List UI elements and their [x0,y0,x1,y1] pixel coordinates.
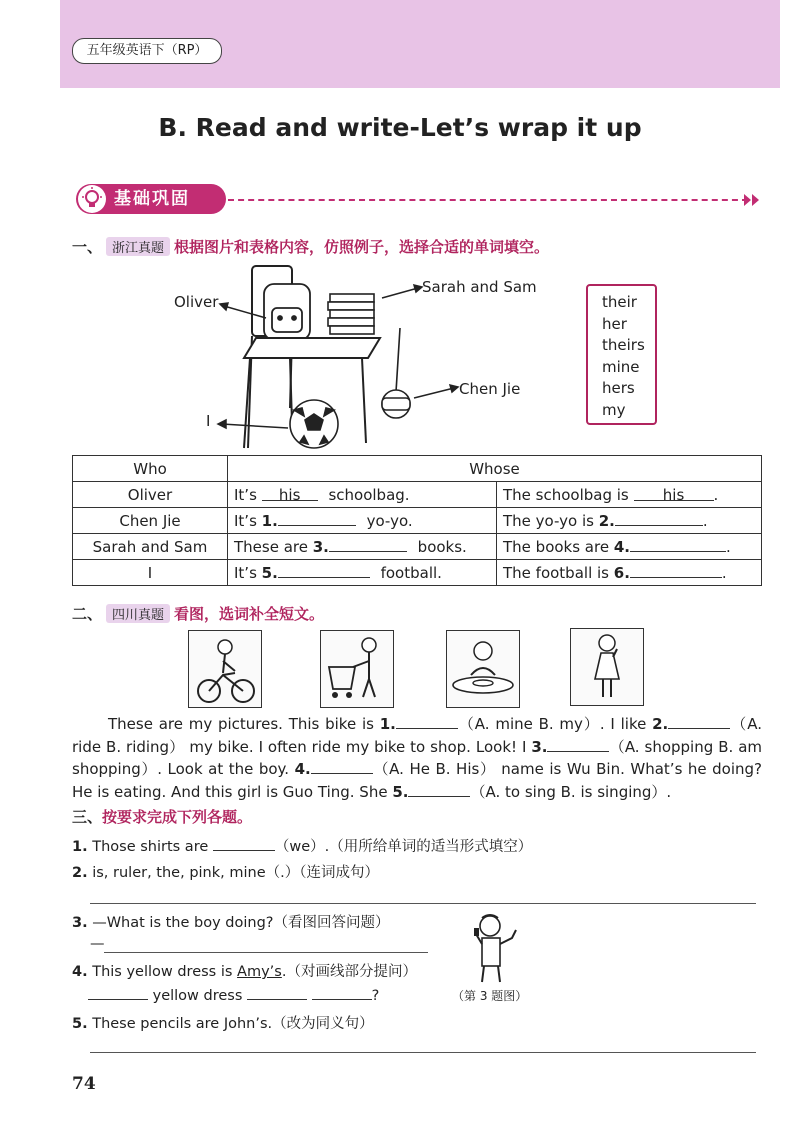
answer-blank[interactable] [396,714,458,729]
item-text: ? [371,988,380,1004]
item-text: yellow dress [152,988,243,1004]
word-box-item: her [602,314,627,333]
q3-item-3-dash: — [90,936,105,952]
cell-right [497,482,762,508]
page-title: B. Read and write-Let’s wrap it up [158,113,642,142]
q3-number: 三、 [72,808,103,826]
item-text: is, ruler, the, pink, mine（.）（连词成句） [92,865,379,881]
double-arrow-icon [742,192,762,208]
right-post: . [726,538,731,556]
para-text: （A. shopping B. am shopping）. Look at the boy. [72,737,762,778]
blank-number: 6. [613,564,630,582]
answer-blank[interactable] [408,782,470,797]
right-pre: The football is [503,564,609,582]
item-text: Those shirts are [92,839,209,855]
right-pre: The books are [503,538,610,556]
section-divider [228,199,748,201]
blank-number: 2. [652,715,669,733]
figure-caption: （第 3 题图） [452,989,528,1003]
cell-right [497,534,762,560]
word-box-item: their [602,293,637,311]
q2-paragraph [72,713,762,803]
q2-heading [72,603,324,624]
answer-blank[interactable] [630,537,726,552]
cell-left [228,508,497,534]
cell-right [497,508,762,534]
q3-item-3 [72,911,389,932]
left-post: yo-yo. [366,512,413,530]
answer-blank[interactable] [668,714,730,729]
blank-number: 4. [294,760,311,778]
para-text: These are my pictures. This bike is [108,715,380,733]
blank-number: 5. [392,782,409,801]
answer-blank[interactable] [547,737,609,752]
blank-number: 1. [261,512,278,530]
label-oliver: Oliver [174,293,219,311]
football-drawing [290,400,338,448]
backpack-drawing [264,284,310,340]
answer-blank[interactable] [312,985,372,1000]
cell-who: Sarah and Sam [73,534,228,560]
cell-who: I [73,560,228,586]
q1-instruction: 根据图片和表格内容，仿照例子，选择合适的单词填空。 [174,238,550,256]
answer-line[interactable] [104,952,428,953]
books-drawing [328,294,374,334]
book-tag: 五年级英语下（RP） [72,38,222,64]
picture-boy-eating [446,630,520,708]
right-post: . [702,512,708,530]
word-box-item: mine [602,357,640,376]
item-hint: （we）.（用所给单词的适当形式填空） [274,839,533,855]
q1-number: 一、 [72,238,103,256]
label-i: I [206,412,211,430]
cell-left [228,482,497,508]
item-text: This yellow dress is [92,964,238,980]
table-row [73,508,762,534]
q3-instruction: 按要求完成下列各题。 [102,808,253,826]
q3-item-2 [72,861,379,882]
item-number: 4. [72,964,88,980]
q2-number: 二、 [72,605,103,623]
q2-tag: 四川真题 [106,604,170,623]
lightbulb-icon [78,185,106,213]
answer-blank[interactable] [311,759,373,774]
para-text: （A. mine B. my）. I like [457,715,653,733]
word-box-item: hers [602,379,635,397]
right-post: . [713,485,719,504]
blank-number: 5. [261,564,278,582]
left-post: football. [380,564,442,582]
item-hint: .（对画线部分提问） [281,964,417,980]
whose-table [72,455,762,586]
underlined-word: Amy’s [237,964,282,980]
left-pre: These are [234,538,308,556]
cell-left [228,534,497,560]
cell-right [497,560,762,586]
right-post: . [721,564,727,582]
item-number: 2. [72,865,88,881]
answer-blank[interactable] [278,563,370,578]
word-box [586,284,657,425]
picture-shopping-cart [320,630,394,708]
q3-item-1 [72,835,532,856]
q3-heading [72,806,252,827]
word-box-item: theirs [602,336,645,354]
picture-bike-rider [188,630,262,708]
answer-blank[interactable]: his [262,486,318,501]
answer-line[interactable] [90,903,756,904]
item-text: —What is the boy doing?（看图回答问题） [92,915,390,931]
left-pre: It’s [234,512,257,530]
answer-blank[interactable]: his [634,486,714,501]
left-pre: It’s [234,564,257,582]
item-number: 1. [72,839,88,855]
picture-girl-singing [570,628,644,706]
q2-instruction: 看图，选词补全短文。 [174,605,325,623]
figure-boy-singing [462,912,526,984]
item-number: 3. [72,915,88,931]
blank-number: 3. [312,538,329,556]
left-post: schoolbag. [328,485,410,504]
answer-blank[interactable] [329,537,407,552]
q3-item-4 [72,960,417,981]
answer-blank[interactable] [213,836,275,851]
table-row [73,482,762,508]
blank-number: 2. [598,512,615,530]
label-chen-jie: Chen Jie [459,380,521,398]
q1-heading [72,236,549,257]
item-number: 5. [72,1016,88,1032]
q3-item-5 [72,1012,374,1033]
answer-line[interactable] [90,1052,756,1053]
blank-number: 4. [613,538,630,556]
word-box-item: my [602,400,626,419]
answer-blank[interactable] [615,511,703,526]
section-badge [76,184,226,214]
answer-blank[interactable] [247,985,307,1000]
table-row [73,534,762,560]
q3-item-4-line2 [88,985,379,1004]
header-whose: Whose [228,456,762,482]
yoyo-drawing [382,328,410,418]
answer-blank[interactable] [630,563,722,578]
cell-who: Oliver [73,482,228,508]
answer-blank[interactable] [88,985,148,1000]
answer-blank[interactable] [278,511,356,526]
blank-number: 1. [379,715,396,733]
left-post: books. [417,538,467,556]
right-pre: The yo-yo is [503,512,594,530]
q1-tag: 浙江真题 [106,237,170,256]
left-pre: It’s [234,485,257,504]
para-text: （A. He B. His） name is Wu Bin. What’s he doing? He is eating. And this girl is Guo Ting. She [72,760,762,801]
cell-who: Chen Jie [73,508,228,534]
header-who: Who [73,456,228,482]
right-pre: The schoolbag is [503,485,629,504]
item-text: These pencils are John’s.（改为同义句） [92,1016,374,1032]
header-wave-decoration [60,70,780,100]
section-badge-label: 基础巩固 [114,189,190,209]
table-header-row [73,456,762,482]
para-text: （A. to sing B. is singing）. [470,782,672,801]
blank-number: 3. [531,737,548,756]
table-row [73,560,762,586]
label-sarah-sam: Sarah and Sam [422,278,537,296]
para-text: （A. ride B. riding） my bike. I often ride my bike to shop. Look! I [72,715,762,756]
page-number: 74 [72,1074,96,1094]
cell-left [228,560,497,586]
